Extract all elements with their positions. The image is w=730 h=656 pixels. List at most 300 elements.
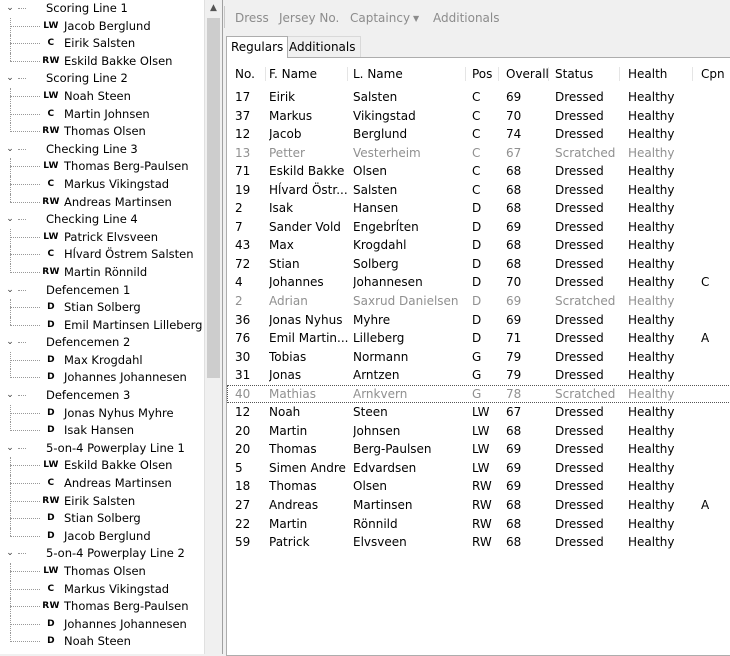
tree-player-item[interactable] (0, 598, 204, 616)
tree-player-item[interactable] (0, 422, 204, 440)
player-name: Thomas Olsen (64, 564, 146, 578)
cell-status: Dressed (555, 405, 604, 420)
expand-chevron-icon[interactable]: ⌄ (6, 3, 14, 13)
player-name: Eskild Bakke Olsen (64, 53, 173, 68)
cell-overall: 68 (506, 238, 522, 253)
cell-fname: Martin (269, 516, 308, 531)
tree-group-label: Checking Line 3 (46, 141, 138, 156)
cell-lname: Elvsveen (353, 535, 407, 550)
player-name: Andreas Martinsen (64, 194, 172, 209)
cell-status: Dressed (555, 535, 604, 550)
cell-status: Dressed (555, 256, 604, 271)
cell-lname: Berg-Paulsen (353, 442, 432, 457)
player-name: Isak Hansen (64, 423, 135, 438)
cell-health: Healthy (628, 256, 675, 271)
position-badge: LW (43, 566, 59, 576)
tree-player-item[interactable] (0, 106, 204, 124)
cell-no: 72 (235, 256, 251, 271)
cell-health: Healthy (628, 405, 675, 420)
cell-lname: Solberg (353, 256, 399, 271)
player-name: Thomas Berg-Paulsen (64, 159, 189, 174)
table-row[interactable] (227, 292, 730, 311)
cell-no: 43 (235, 238, 251, 253)
scroll-up-arrow-icon[interactable]: ▲ (210, 3, 217, 13)
tab-regulars[interactable]: Regulars (226, 36, 288, 58)
cell-no: 17 (235, 90, 251, 104)
cell-fname: Tobias (269, 349, 307, 364)
position-badge: C (47, 178, 55, 189)
tree-connector (10, 571, 40, 572)
position-badge: LW (43, 20, 59, 31)
table-row[interactable] (227, 477, 730, 496)
cell-overall: 69 (506, 442, 522, 457)
cell-fname: Jacob (269, 127, 302, 142)
tree-connector (10, 641, 40, 642)
position-badge: LW (43, 161, 59, 172)
player-name: Martin Rönnild (64, 264, 148, 279)
player-name: Eirik Salsten (64, 493, 136, 508)
tree-player-item[interactable] (0, 299, 204, 317)
tree-player-item[interactable] (0, 528, 204, 546)
player-name: Jacob Berglund (64, 528, 151, 543)
cell-health: Healthy (628, 275, 675, 290)
cell-pos: RW (472, 498, 492, 513)
cell-no: 36 (235, 312, 251, 327)
tree-player-item[interactable] (0, 510, 204, 528)
cell-health: Healthy (628, 201, 675, 216)
cell-fname: Simen Andre (269, 460, 346, 475)
tree-connector (18, 448, 26, 449)
roster-pane (224, 0, 730, 654)
captaincy-dropdown-icon[interactable]: ▼ (413, 14, 420, 23)
tree-player-item[interactable] (0, 158, 204, 176)
table-row[interactable] (227, 144, 730, 163)
tree-group-label: Defencemen 3 (46, 388, 131, 403)
tree-player-item[interactable] (0, 18, 204, 36)
cell-overall: 69 (506, 219, 522, 234)
toolbar (224, 0, 730, 34)
cell-no: 59 (235, 535, 251, 550)
player-name: Stian Solberg (64, 300, 141, 315)
col-status[interactable]: Status (555, 67, 620, 81)
player-name: Noah Steen (64, 634, 131, 649)
cell-lname: Salsten (353, 182, 398, 197)
cell-fname: Noah (269, 405, 301, 420)
cell-fname: Emil Martin... (269, 331, 349, 346)
cell-health: Healthy (628, 331, 675, 346)
position-badge: RW (42, 495, 60, 506)
tree-player-item[interactable] (0, 229, 204, 247)
position-badge: D (47, 354, 55, 365)
cell-pos: C (472, 182, 481, 197)
tree-group[interactable] (0, 70, 204, 88)
tree-group-label: 5-on-4 Powerplay Line 1 (46, 440, 185, 455)
cell-lname: Olsen (353, 479, 388, 494)
jersey-no-button[interactable]: Jersey No. (279, 11, 340, 25)
tab-strip (224, 36, 730, 57)
position-badge: LW (43, 460, 59, 471)
cell-status: Dressed (555, 127, 604, 142)
col-health[interactable]: Health (628, 67, 693, 81)
cell-fname: Eskild Bakke (269, 164, 345, 179)
cell-no: 19 (235, 182, 251, 197)
cell-pos: D (472, 238, 482, 253)
cell-lname: Saxrud Danielsen (353, 294, 459, 309)
tree-player-item[interactable] (0, 176, 204, 194)
tree-connector (10, 114, 40, 115)
cell-fname: Markus (269, 108, 313, 123)
cell-overall: 68 (506, 498, 522, 513)
tree-items (0, 0, 204, 654)
expand-chevron-icon[interactable]: ⌄ (6, 284, 14, 295)
expand-chevron-icon[interactable]: ⌄ (6, 390, 14, 401)
tree-connector (10, 61, 40, 62)
cell-no: 4 (235, 275, 243, 290)
cell-status: Scratched (555, 145, 616, 160)
tree-connector (18, 8, 26, 9)
tree-connector (10, 483, 40, 484)
player-name: Johannes Johannesen (64, 370, 187, 385)
tree-player-item[interactable] (0, 493, 204, 511)
cell-overall: 74 (506, 127, 522, 142)
cell-status: Dressed (555, 90, 604, 104)
cell-pos: LW (472, 423, 490, 438)
tree-group[interactable] (0, 387, 204, 405)
cell-no: 31 (235, 368, 251, 383)
roster-table (226, 57, 730, 656)
tree-player-item[interactable] (0, 563, 204, 581)
expand-chevron-icon[interactable]: ⌄ (6, 442, 14, 453)
table-row[interactable] (227, 440, 730, 459)
player-name: Johannes Johannesen (64, 616, 187, 631)
cell-overall: 68 (506, 164, 522, 179)
cell-no: 22 (235, 516, 251, 531)
cell-fname: Max (269, 238, 294, 253)
cell-pos: G (472, 386, 482, 401)
table-row[interactable] (227, 236, 730, 255)
col-overall[interactable]: Overall (506, 67, 549, 81)
table-row[interactable] (227, 385, 730, 404)
table-row[interactable] (227, 515, 730, 534)
tree-player-item[interactable] (0, 616, 204, 634)
cell-no: 18 (235, 479, 251, 494)
lineup-tree[interactable] (0, 0, 223, 654)
cell-status: Dressed (555, 479, 604, 494)
position-badge: C (47, 478, 55, 489)
cell-lname: Rönnild (353, 516, 398, 531)
position-badge: C (47, 249, 55, 260)
cell-overall: 69 (506, 479, 522, 494)
cell-fname: Stian (269, 256, 300, 271)
tree-player-item[interactable] (0, 405, 204, 423)
cell-pos: C (472, 164, 481, 179)
table-row[interactable] (227, 273, 730, 292)
player-name: Markus Vikingstad (64, 176, 170, 191)
table-row[interactable] (227, 533, 730, 552)
tree-group[interactable] (0, 334, 204, 352)
tree-connector (10, 237, 40, 238)
cell-pos: D (472, 294, 482, 309)
cell-pos: G (472, 368, 482, 383)
cell-health: Healthy (628, 108, 675, 123)
cell-fname: Adrian (269, 294, 308, 309)
cell-overall: 71 (506, 331, 522, 346)
cell-pos: D (472, 312, 482, 327)
cell-health: Healthy (628, 164, 675, 179)
scrollbar-thumb[interactable] (207, 18, 220, 378)
cell-overall: 69 (506, 294, 522, 309)
tree-player-item[interactable] (0, 475, 204, 493)
player-name: Emil Martinsen Lilleberg (64, 317, 203, 332)
cell-health: Healthy (628, 368, 675, 383)
cell-pos: D (472, 275, 482, 290)
tab-additionals[interactable]: Additionals (284, 36, 361, 57)
cell-status: Dressed (555, 349, 604, 364)
cell-health: Healthy (628, 516, 675, 531)
cell-no: 30 (235, 349, 251, 364)
cell-pos: C (472, 145, 481, 160)
table-row[interactable] (227, 218, 730, 237)
table-row[interactable] (227, 88, 730, 107)
cell-overall: 69 (506, 460, 522, 475)
cell-no: 13 (235, 145, 251, 160)
table-row[interactable] (227, 422, 730, 441)
cell-status: Dressed (555, 442, 604, 457)
tree-player-item[interactable] (0, 581, 204, 599)
tree-player-item[interactable] (0, 123, 204, 141)
tree-connector (10, 43, 40, 44)
table-row[interactable] (227, 107, 730, 126)
cell-lname: Engebrĺten (353, 219, 419, 234)
cell-pos: D (472, 256, 482, 271)
tree-player-item[interactable] (0, 369, 204, 387)
cell-fname: Petter (269, 145, 305, 160)
cell-status: Dressed (555, 460, 604, 475)
cell-status: Dressed (555, 312, 604, 327)
cell-overall: 68 (506, 516, 522, 531)
tree-connector (18, 149, 26, 150)
tree-player-item[interactable] (0, 194, 204, 212)
tree-connector (10, 465, 40, 466)
tree-connector (10, 131, 40, 132)
tree-player-item[interactable] (0, 53, 204, 71)
player-name: Hĺvard Östrem Salsten (64, 247, 194, 262)
cell-health: Healthy (628, 182, 675, 197)
table-row[interactable] (227, 255, 730, 274)
tree-connector (18, 553, 26, 554)
cell-health: Healthy (628, 294, 675, 309)
table-row[interactable] (227, 181, 730, 200)
tree-group[interactable] (0, 282, 204, 300)
tree-connector (10, 166, 40, 167)
expand-chevron-icon[interactable]: ⌄ (6, 214, 14, 225)
tree-connector (10, 536, 40, 537)
tree-group-label: Scoring Line 2 (46, 71, 128, 86)
cell-fname: Hĺvard Östr... (269, 182, 348, 197)
tree-player-item[interactable] (0, 246, 204, 264)
tree-group[interactable] (0, 545, 204, 563)
cell-fname: Thomas (269, 442, 317, 457)
cell-pos: C (472, 108, 481, 123)
cell-overall: 68 (506, 201, 522, 216)
table-row[interactable] (227, 348, 730, 367)
cell-status: Dressed (555, 108, 604, 123)
cell-overall: 69 (506, 312, 522, 327)
tree-player-item[interactable] (0, 317, 204, 335)
table-row[interactable] (227, 366, 730, 385)
tree-group-label: Scoring Line 1 (46, 1, 128, 15)
cell-health: Healthy (628, 145, 675, 160)
cell-pos: G (472, 349, 482, 364)
cell-health: Healthy (628, 460, 675, 475)
tree-group-label: 5-on-4 Powerplay Line 2 (46, 546, 185, 561)
tree-player-item[interactable] (0, 633, 204, 651)
tree-connector (10, 589, 40, 590)
cell-lname: Olsen (353, 164, 388, 179)
tree-group[interactable] (0, 0, 204, 18)
table-row[interactable] (227, 403, 730, 422)
table-row[interactable] (227, 199, 730, 218)
expand-chevron-icon[interactable]: ⌄ (6, 337, 14, 348)
tree-connector (10, 184, 40, 185)
cell-fname: Jonas Nyhus (269, 312, 343, 327)
cell-overall: 68 (506, 182, 522, 197)
position-badge: D (47, 372, 55, 383)
col-cpn[interactable]: Cpn (701, 67, 725, 81)
cell-no: 12 (235, 127, 251, 142)
cell-overall: 69 (506, 90, 522, 104)
tree-connector (18, 290, 26, 291)
tree-connector (10, 26, 40, 27)
tree-connector (10, 413, 40, 414)
tree-group[interactable] (0, 440, 204, 458)
tree-player-item[interactable] (0, 88, 204, 106)
table-row[interactable] (227, 162, 730, 181)
cell-pos: RW (472, 516, 492, 531)
cell-status: Dressed (555, 516, 604, 531)
cell-fname: Andreas (269, 498, 319, 513)
cell-status: Dressed (555, 331, 604, 346)
tree-connector (10, 272, 40, 273)
table-row[interactable] (227, 125, 730, 144)
tree-group-label: Checking Line 4 (46, 212, 138, 227)
position-badge: C (47, 108, 55, 119)
cell-cpn: A (701, 498, 710, 513)
tree-group-label: Defencemen 1 (46, 282, 131, 297)
cell-lname: Arnkvern (353, 386, 408, 401)
position-badge: RW (42, 266, 60, 277)
cell-pos: D (472, 331, 482, 346)
tree-group[interactable] (0, 141, 204, 159)
tree-connector (18, 395, 26, 396)
tree-scrollbar[interactable] (204, 0, 222, 654)
cell-lname: Hansen (353, 201, 399, 216)
expand-chevron-icon[interactable]: ⌄ (6, 73, 14, 84)
cell-health: Healthy (628, 349, 675, 364)
cell-lname: Johannesen (353, 275, 423, 290)
cell-overall: 67 (506, 145, 522, 160)
player-name: Eskild Bakke Olsen (64, 458, 173, 473)
cell-health: Healthy (628, 498, 675, 513)
player-name: Stian Solberg (64, 511, 141, 526)
player-name: Eirik Salsten (64, 36, 136, 51)
cell-status: Dressed (555, 368, 604, 383)
col-fname[interactable]: F. Name (269, 67, 348, 81)
cell-lname: Johnsen (353, 423, 401, 438)
additionals-button[interactable]: Additionals (433, 11, 500, 25)
col-pos[interactable]: Pos (472, 67, 499, 81)
tree-group-label: Defencemen 2 (46, 335, 131, 350)
cell-fname: Mathias (269, 386, 316, 401)
tree-player-item[interactable] (0, 264, 204, 282)
col-no[interactable]: No. (235, 67, 266, 81)
tree-connector (10, 377, 40, 378)
table-row[interactable] (227, 329, 730, 348)
player-name: Max Krogdahl (64, 352, 143, 367)
tree-player-item[interactable] (0, 352, 204, 370)
cell-fname: Thomas (269, 479, 317, 494)
table-body (227, 88, 730, 552)
cell-cpn: C (701, 275, 710, 290)
tree-group[interactable] (0, 211, 204, 229)
tree-player-item[interactable] (0, 35, 204, 53)
position-badge: RW (42, 601, 60, 612)
dress-button[interactable]: Dress (235, 11, 269, 25)
table-row[interactable] (227, 496, 730, 515)
cell-no: 40 (235, 386, 251, 401)
cell-status: Dressed (555, 219, 604, 234)
table-row[interactable] (227, 311, 730, 330)
position-badge: C (47, 38, 55, 49)
player-name: Patrick Elvsveen (64, 229, 159, 244)
captaincy-button[interactable]: Captaincy (350, 11, 411, 25)
cell-overall: 68 (506, 423, 522, 438)
cell-no: 2 (235, 294, 243, 309)
cell-overall: 70 (506, 275, 522, 290)
player-name: Markus Vikingstad (64, 581, 170, 596)
cell-health: Healthy (628, 386, 675, 401)
cell-no: 2 (235, 201, 243, 216)
tree-connector (10, 430, 40, 431)
expand-chevron-icon[interactable]: ⌄ (6, 143, 14, 154)
position-badge: C (47, 583, 55, 594)
table-row[interactable] (227, 459, 730, 478)
position-badge: D (47, 513, 55, 524)
player-name: Noah Steen (64, 88, 131, 103)
position-badge: D (47, 302, 55, 313)
cell-health: Healthy (628, 479, 675, 494)
position-badge: D (47, 618, 55, 629)
tree-connector (18, 219, 26, 220)
cell-no: 37 (235, 108, 251, 123)
cell-overall: 79 (506, 349, 522, 364)
cell-lname: Edvardsen (353, 460, 417, 475)
cell-fname: Johannes (269, 275, 324, 290)
position-badge: RW (42, 55, 60, 66)
col-lname[interactable]: L. Name (353, 67, 466, 81)
position-badge: LW (43, 231, 59, 242)
cell-pos: C (472, 127, 481, 142)
cell-lname: Vesterheim (353, 145, 421, 160)
tree-player-item[interactable] (0, 457, 204, 475)
cell-status: Dressed (555, 275, 604, 290)
expand-chevron-icon[interactable]: ⌄ (6, 548, 14, 559)
player-name: Thomas Berg-Paulsen (64, 599, 189, 614)
cell-health: Healthy (628, 219, 675, 234)
tree-connector (10, 254, 40, 255)
cell-overall: 78 (506, 386, 522, 401)
cell-health: Healthy (628, 127, 675, 142)
